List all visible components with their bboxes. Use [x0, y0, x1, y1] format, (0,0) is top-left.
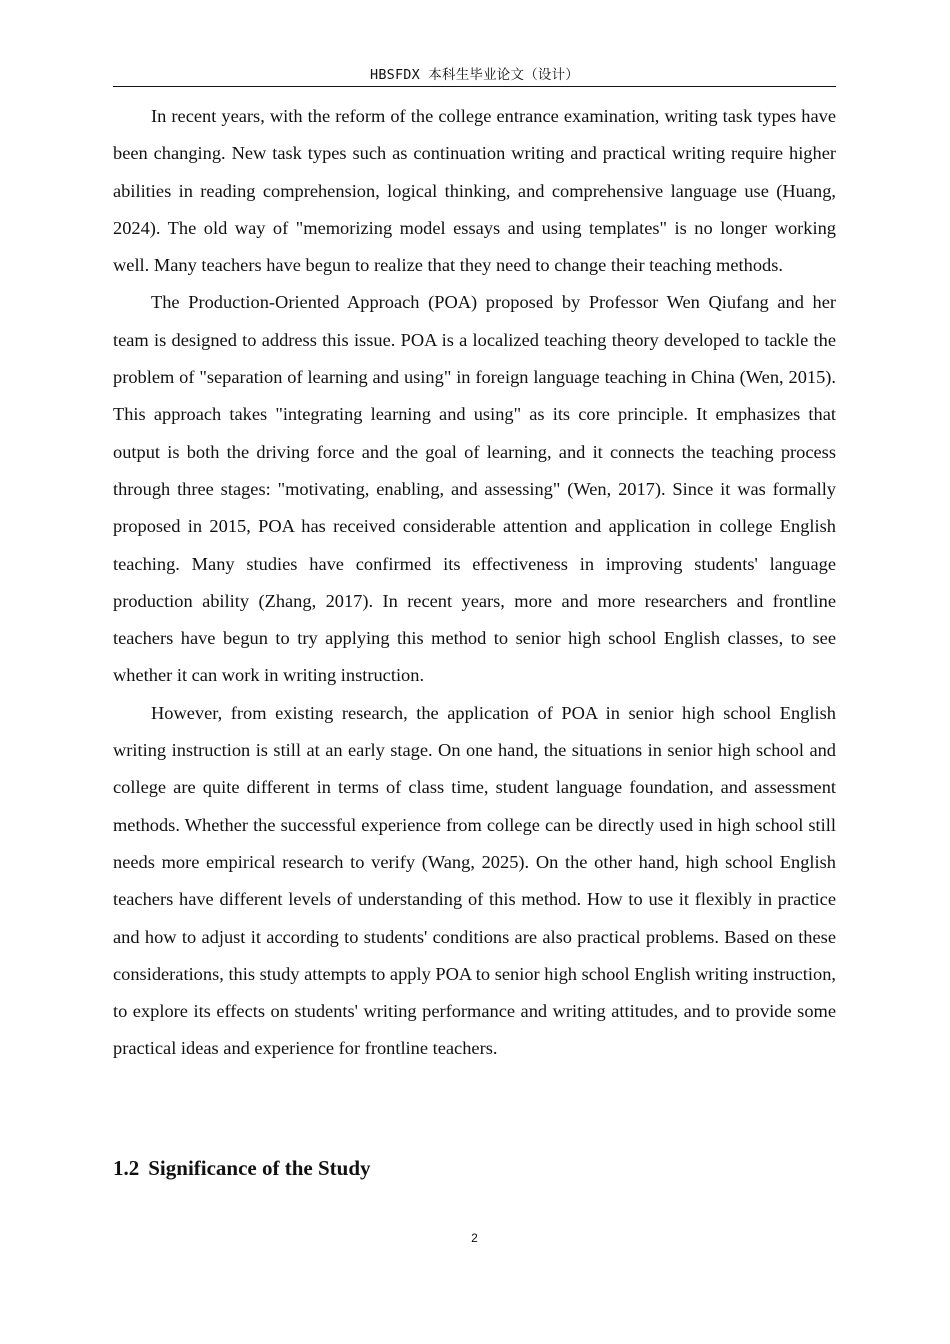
paragraph: The Production-Oriented Approach (POA) proposed by Professor Wen Qiufang and her team is designed to address this issue. POA is a localized teaching theory developed to tackle the problem of "separation of learning and using" in foreign language teaching in China (Wen, 2015). This approach takes "integrating learning and using" as its core principle. It emphasizes that output is both the driving force and the goal of learning, and it connects the teaching process through three stages: "motivating, enabling, and assessing" (Wen, 2017). Since it was formally proposed in 2015, POA has received considerable attention and application in college English teaching. Many studies have confirmed its effectiveness in improving students' language production ability (Zhang, 2017). In recent years, more and more researchers and frontline teachers have begun to try applying this method to senior high school English classes, to see whether it can work in writing instruction. — [113, 292, 836, 686]
section-title: Significance of the Study — [148, 1156, 371, 1180]
paragraph: In recent years, with the reform of the college entrance examination, writing task types have been changing. New task types such as continuation writing and practical writing require higher abilities in reading comprehension, logical thinking, and comprehensive language use (Huang, 2024). The old way of "memorizing model essays and using templates" is no longer working well. Many teachers have begun to realize that they need to change their teaching methods. — [113, 106, 836, 276]
section-heading — [113, 1153, 371, 1183]
section-number: 1.2 — [113, 1156, 140, 1180]
page-number: 2 — [471, 1231, 478, 1245]
body-text — [113, 98, 836, 1068]
paragraph: However, from existing research, the application of POA in senior high school English writing instruction is still at an early stage. On one hand, the situations in senior high school and college are quite different in terms of class time, student language foundation, and assessment methods. Whether the successful experience from college can be directly used in high school still needs more empirical research to verify (Wang, 2025). On the other hand, high school English teachers have different levels of understanding of this method. How to use it flexibly in practice and how to adjust it according to students' conditions are also practical problems. Based on these considerations, this study attempts to apply POA to senior high school English writing instruction, to explore its effects on students' writing performance and writing attitudes, and to provide some practical ideas and experience for frontline teachers. — [113, 702, 836, 1059]
header-rule — [113, 86, 836, 87]
page-header: HBSFDX 本科生毕业论文（设计） — [370, 67, 579, 83]
